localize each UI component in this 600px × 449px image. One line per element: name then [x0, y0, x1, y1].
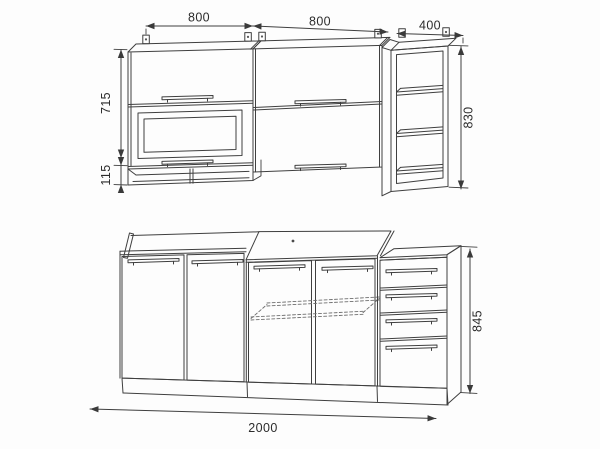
base-door-2	[187, 253, 244, 381]
base-double-door-cabinet	[246, 259, 375, 386]
drawer-handle	[386, 294, 437, 301]
drawer-handle	[386, 269, 437, 276]
countertop	[246, 231, 394, 262]
dim-wall-widths	[146, 26, 463, 43]
base-drawer-unit	[378, 246, 462, 405]
drawer-handle	[386, 345, 437, 352]
dim-label-wall-door-height: 715	[99, 91, 113, 115]
door-handle	[128, 259, 179, 266]
plinth	[122, 378, 448, 405]
mounting-brackets	[143, 28, 450, 44]
drawer-handle	[386, 319, 437, 326]
wall-cabinet-middle	[253, 37, 390, 172]
wall-open-shelf-unit	[382, 38, 456, 196]
base-door-1	[122, 255, 184, 380]
dim-label-wall-middle-width: 800	[308, 14, 332, 29]
door-handle	[254, 265, 305, 272]
dim-wall-left-heights	[114, 49, 127, 192]
base-door-3	[249, 261, 312, 384]
dim-total-width	[90, 409, 436, 419]
dim-label-wall-left-width: 800	[187, 10, 211, 25]
dim-label-wall-shelf-width: 400	[418, 18, 442, 33]
dim-label-wall-total-height: 830	[461, 106, 476, 129]
door-handle	[322, 266, 373, 273]
door-handle	[192, 260, 243, 267]
base-sink-cabinet	[120, 232, 259, 382]
dim-label-wall-niche-height: 115	[99, 164, 113, 186]
dim-label-total-width: 2000	[248, 421, 278, 435]
dim-label-base-height: 845	[470, 309, 485, 333]
door-handle	[162, 96, 213, 103]
wall-cabinet-left	[128, 41, 261, 185]
base-door-4	[316, 259, 376, 386]
